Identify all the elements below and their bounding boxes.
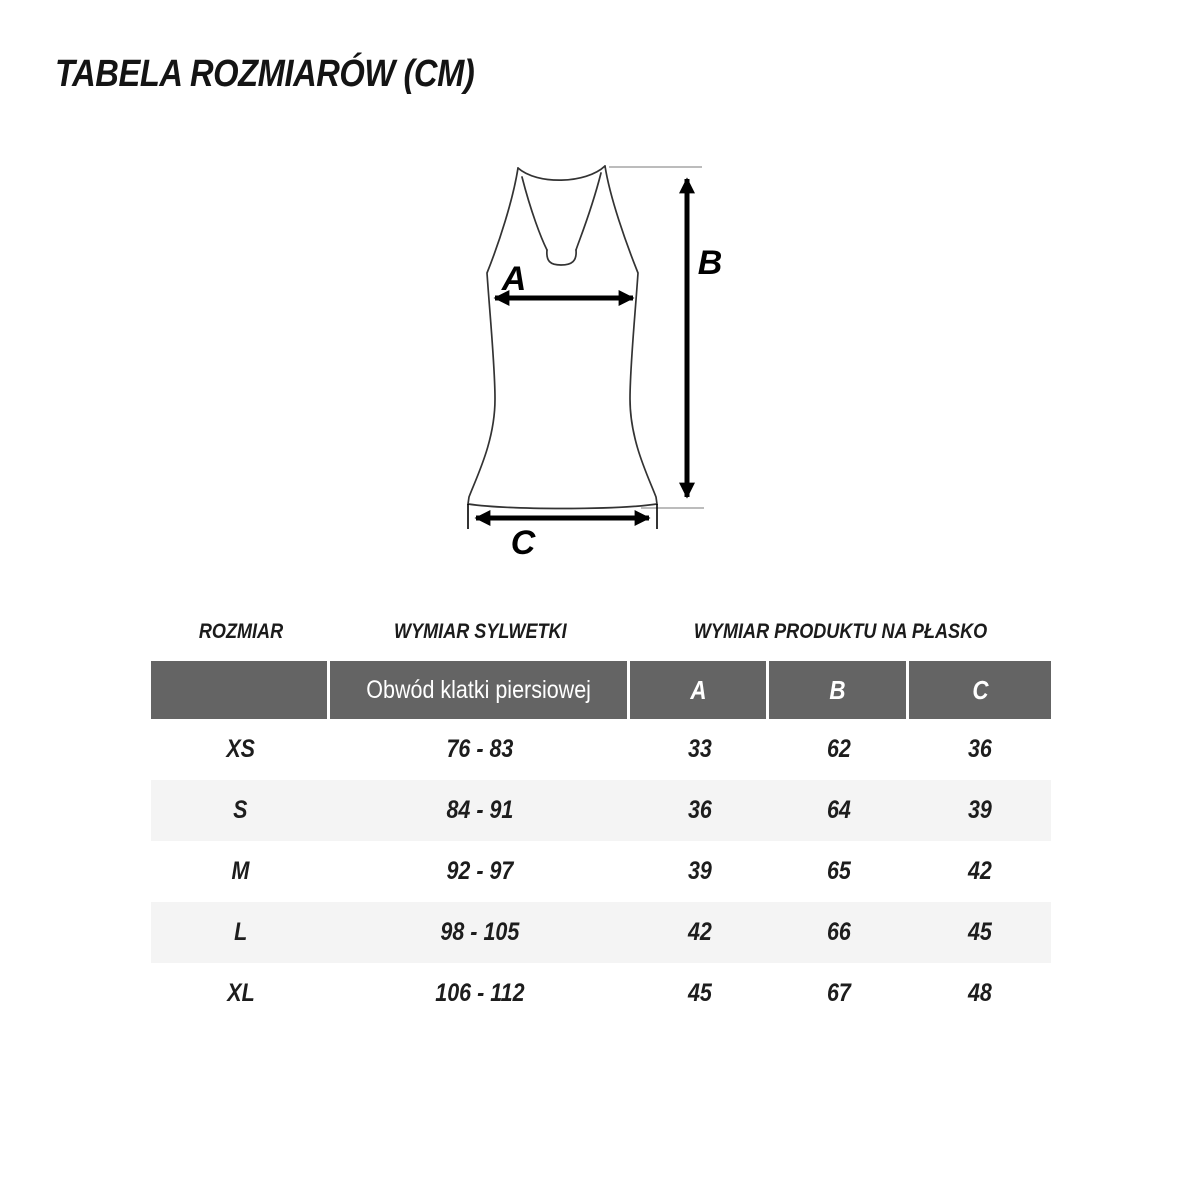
group-header-wymiar-sylwetki: WYMIAR SYLWETKI — [393, 620, 567, 643]
table-group-headers — [151, 614, 1051, 650]
cell-c: 36 — [968, 735, 992, 763]
back-neckline — [518, 166, 605, 180]
table-row-xl — [151, 963, 1051, 1024]
measurement-label-c: C — [510, 524, 536, 562]
cell-b: 66 — [827, 918, 851, 946]
cell-size: L — [233, 918, 248, 946]
cell-a: 45 — [687, 979, 712, 1007]
page-title-text: TABELA ROZMIARÓW (CM) — [55, 53, 475, 95]
cell-size: M — [231, 857, 250, 885]
cell-a: 33 — [687, 735, 712, 763]
table-row-l — [151, 902, 1051, 963]
cell-chest: 98 - 105 — [440, 918, 520, 946]
cell-size: XL — [226, 979, 255, 1007]
group-header-rozmiar: ROZMIAR — [198, 620, 283, 643]
cell-chest: 106 - 112 — [435, 979, 525, 1007]
cell-b: 62 — [827, 735, 851, 763]
cell-size: S — [233, 796, 248, 824]
column-header-a: A — [630, 661, 769, 719]
cell-size: XS — [226, 735, 255, 763]
cell-chest: 84 - 91 — [446, 796, 514, 824]
cell-c: 45 — [968, 918, 992, 946]
cell-b: 64 — [827, 796, 851, 824]
racerback-left-edge — [522, 177, 547, 250]
front-scoop-bottom — [547, 250, 576, 265]
cell-c: 48 — [968, 979, 992, 1007]
table-row-m — [151, 841, 1051, 902]
racerback-right-edge — [576, 173, 601, 250]
measurement-label-b: B — [697, 244, 723, 282]
cell-a: 39 — [687, 857, 712, 885]
size-table — [151, 661, 1051, 1024]
tank-top-outline-icon — [468, 166, 657, 509]
page-title — [55, 53, 543, 96]
cell-c: 39 — [968, 796, 992, 824]
table-row-xs — [151, 719, 1051, 780]
column-header-c: C — [909, 661, 1051, 719]
measurement-label-a: A — [501, 260, 527, 298]
column-header-b: B — [769, 661, 909, 719]
column-header-chest: Obwód klatki piersiowej — [330, 661, 630, 719]
cell-b: 65 — [827, 857, 851, 885]
garment-measurement-diagram — [420, 140, 780, 580]
cell-a: 36 — [687, 796, 712, 824]
table-row-s — [151, 780, 1051, 841]
garment-silhouette — [468, 166, 657, 509]
cell-c: 42 — [968, 857, 992, 885]
group-header-wymiar-produktu: WYMIAR PRODUKTU NA PŁASKO — [693, 620, 988, 643]
cell-chest: 92 - 97 — [446, 857, 514, 885]
cell-b: 67 — [827, 979, 851, 1007]
cell-chest: 76 - 83 — [446, 735, 514, 763]
table-header-row — [151, 661, 1051, 719]
column-header-size — [151, 661, 330, 719]
cell-a: 42 — [687, 918, 712, 946]
